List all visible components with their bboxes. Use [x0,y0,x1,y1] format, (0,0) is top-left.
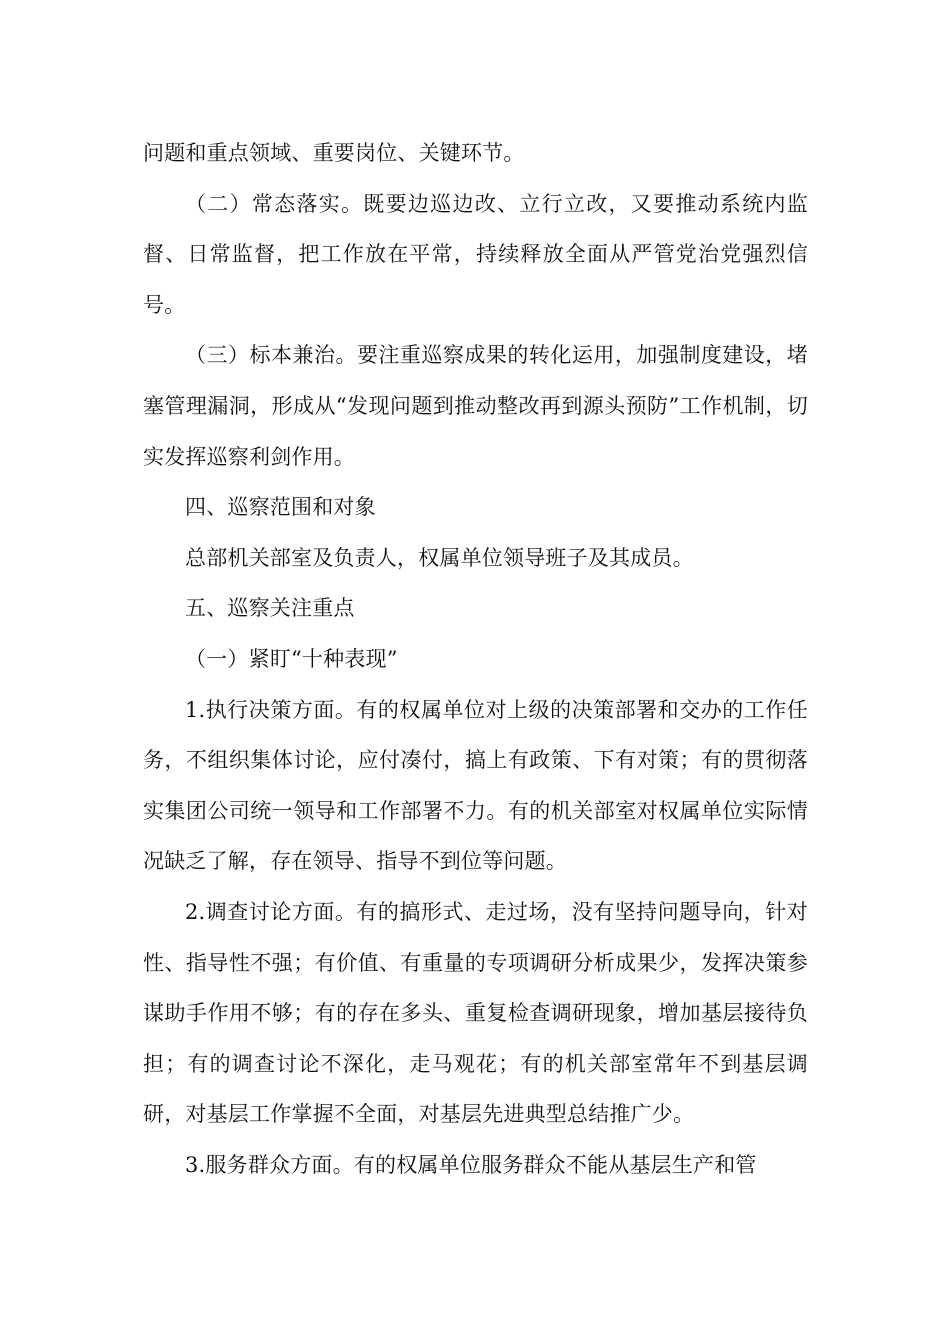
paragraph-routine-implementation: （二）常态落实。既要边巡边改、立行立改，又要推动系统内监督、日常监督，把工作放在平常，持续释放全面从严管党治党强烈信号。 [143,191,808,317]
paragraph-continuation: 问题和重点领域、重要岗位、关键环节。 [143,141,525,165]
paragraph-root-and-branch: （三）标本兼治。要注重巡察成果的转化运用，加强制度建设，堵塞管理漏洞，形成从“发现问题到推动整改再到源头预防”工作机制，切实发挥巡察利剑作用。 [143,343,808,469]
paragraph-decision-execution: 1.执行决策方面。有的权属单位对上级的决策部署和交办的工作任务，不组织集体讨论，应付凑付，搞上有政策、下有对策；有的贯彻落实集团公司统一领导和工作部署不力。有的机关部室对权属单位实际情况缺乏了解，存在领导、指导不到位等问题。 [143,697,808,874]
subheading-ten-manifestations: （一）紧盯“十种表现” [185,646,398,671]
document-body [143,128,808,1190]
paragraph-scope-targets: 总部机关部室及负责人，权属单位领导班子及其成员。 [185,545,694,570]
section-heading-scope: 四、巡察范围和对象 [185,495,376,520]
paragraph-serving-public: 3.服务群众方面。有的权属单位服务群众不能从基层生产和管 [185,1152,757,1177]
section-heading-focus: 五、巡察关注重点 [185,596,355,621]
paragraph-investigation: 2.调查讨论方面。有的搞形式、走过场，没有坚持问题导向，针对性、指导性不强；有价值、有重量的专项调研分析成果少，发挥决策参谋助手作用不够；有的存在多头、重复检查调研现象，增加基层接待负担；有的调查讨论不深化，走马观花；有的机关部室常年不到基层调研，对基层工作掌握不全面，对基层先进典型总结推广少。 [143,899,808,1127]
